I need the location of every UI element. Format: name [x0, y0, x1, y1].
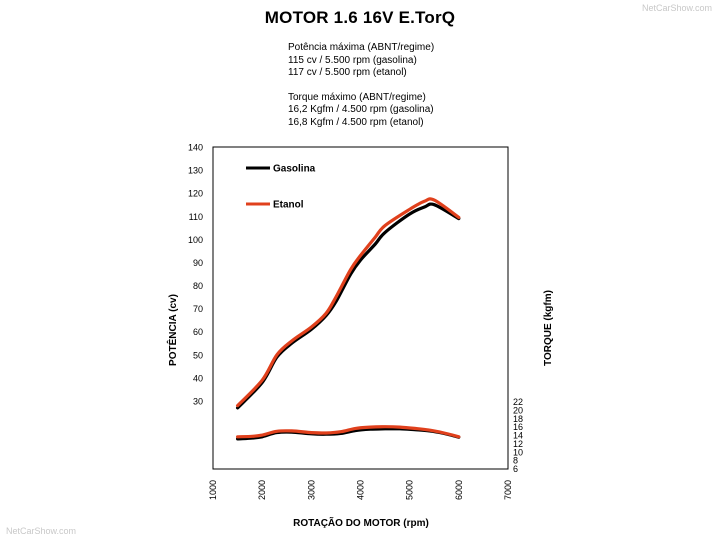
x-tick-label: 4000: [355, 480, 366, 501]
power-etanol: 117 cv / 5.500 rpm (etanol): [288, 67, 407, 78]
watermark-bottom: NetCarShow.com: [6, 526, 77, 536]
torque-heading: Torque máximo (ABNT/regime): [288, 91, 426, 103]
x-tick-label: 3000: [306, 480, 317, 501]
y-right-tick-label: 16: [513, 422, 524, 433]
y-left-tick-label: 40: [192, 373, 203, 384]
power-line-gasolina: [238, 204, 459, 408]
torque-etanol: 16,8 Kgfm / 4.500 rpm (etanol): [288, 116, 424, 128]
y-left-axis-label: POTÊNCIA (cv): [168, 294, 179, 366]
y-right-tick-label: 8: [513, 455, 519, 466]
y-left-tick-label: 60: [192, 327, 203, 338]
y-left-tick-label: 100: [187, 234, 203, 245]
power-line-etanol: [238, 199, 459, 406]
y-right-axis-label: TORQUE (kgfm): [543, 290, 554, 366]
torque-gasolina: 16,2 Kgfm / 4.500 rpm (gasolina): [288, 104, 434, 115]
x-tick-label: 1000: [208, 480, 218, 501]
y-right-tick-label: 6: [513, 464, 519, 474]
y-left-tick-label: 130: [187, 165, 203, 176]
y-left-tick-label: 70: [192, 304, 203, 315]
watermark-top: NetCarShow.com: [641, 3, 712, 13]
x-tick-label: 6000: [453, 480, 464, 501]
y-right-tick-label: 20: [513, 405, 524, 416]
y-right-tick-label: 22: [513, 397, 524, 407]
y-left-tick-label: 30: [192, 396, 203, 407]
y-left-tick-label: 80: [192, 281, 203, 292]
legend-label-gasolina: Gasolina: [273, 163, 316, 175]
page-title: MOTOR 1.6 16V E.TorQ: [264, 8, 456, 27]
x-tick-label: 7000: [503, 480, 513, 501]
y-left-tick-label: 110: [188, 211, 203, 222]
x-tick-label: 5000: [404, 480, 415, 501]
y-right-tick-label: 10: [513, 447, 524, 458]
power-gasolina: 115 cv / 5.500 rpm (gasolina): [288, 54, 417, 66]
x-tick-label: 2000: [257, 480, 268, 501]
y-left-tick-label: 90: [192, 257, 203, 268]
legend-label-etanol: Etanol: [273, 199, 304, 211]
y-left-tick-label: 120: [187, 188, 203, 199]
y-right-tick-label: 12: [513, 438, 524, 449]
y-right-tick-label: 18: [513, 413, 524, 424]
y-right-tick-label: 14: [513, 430, 524, 441]
y-left-tick-label: 140: [187, 142, 203, 153]
y-left-tick-label: 50: [192, 350, 203, 361]
power-heading: Potência máxima (ABNT/regime): [288, 42, 435, 53]
x-axis-label: ROTAÇÃO DO MOTOR (rpm): [293, 518, 429, 529]
plot-frame: [213, 147, 508, 469]
